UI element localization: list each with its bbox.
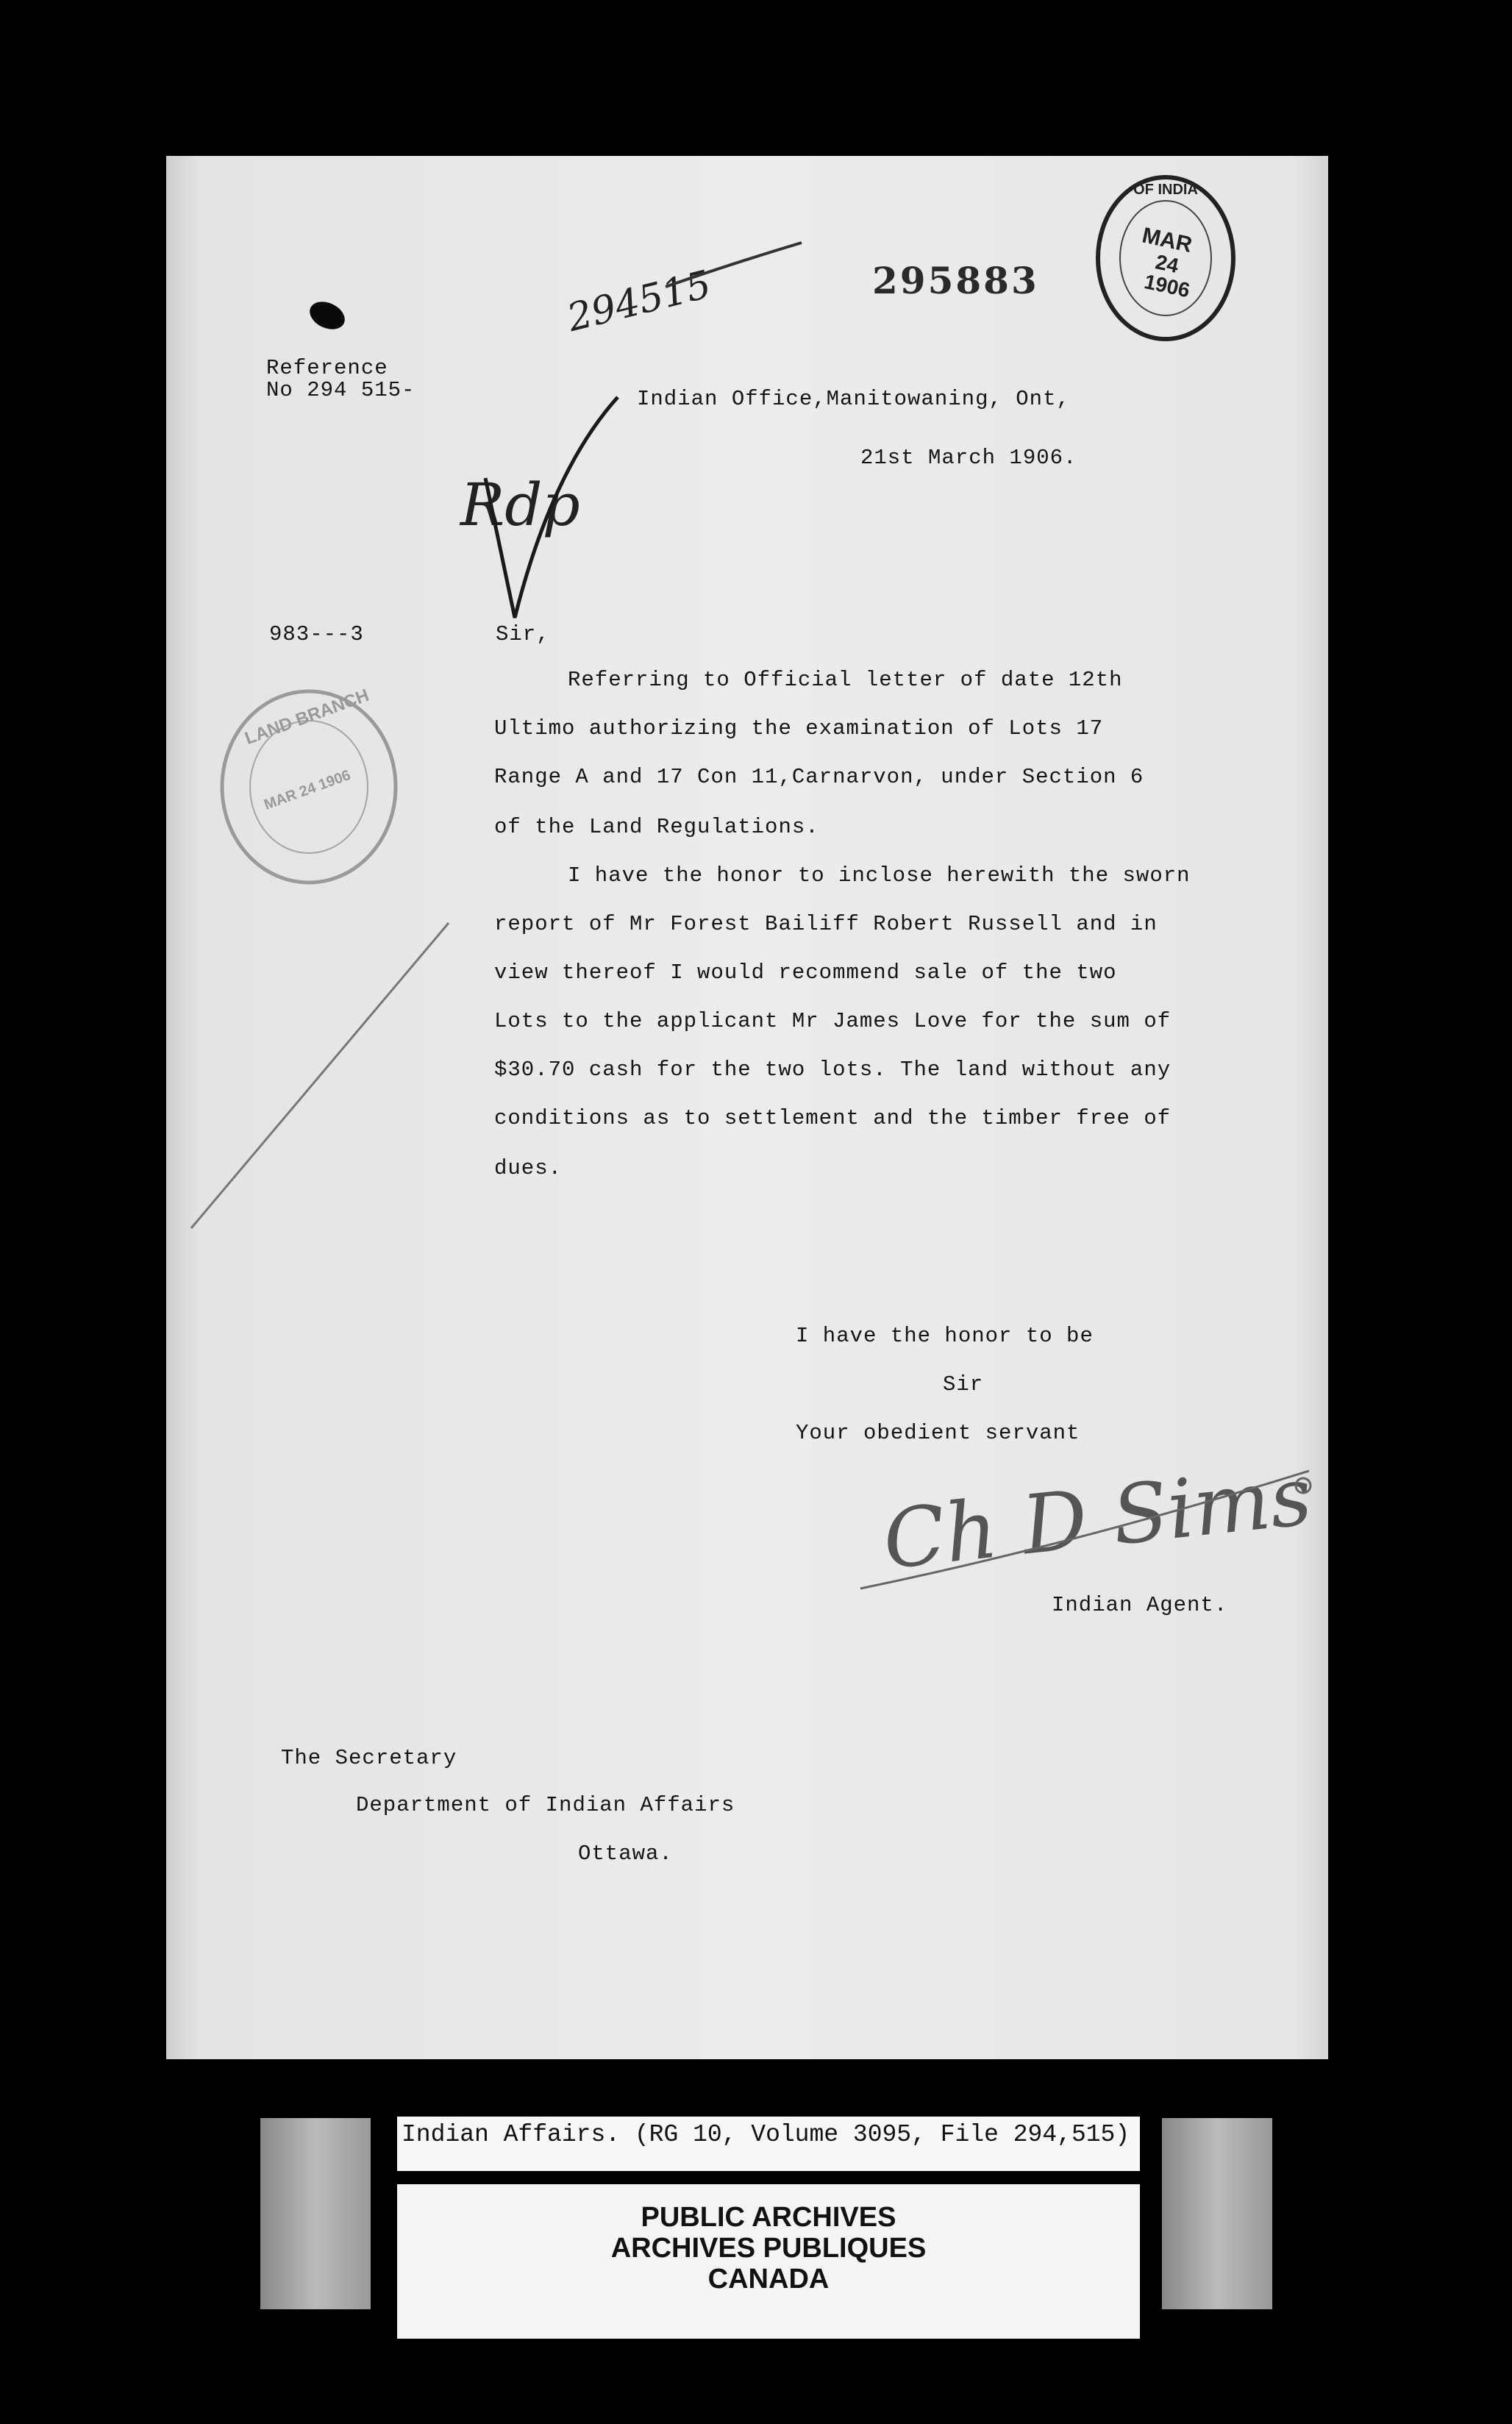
closing-line-3: Your obedient servant — [796, 1421, 1080, 1445]
archives-line-2: ARCHIVES PUBLIQUES — [610, 2233, 927, 2264]
archives-label — [397, 2184, 1140, 2339]
archive-citation: Indian Affairs. (RG 10, Volume 3095, File 294,515) — [402, 2121, 1130, 2148]
svg-text:MAR 24 1906: MAR 24 1906 — [262, 766, 353, 813]
signer-title: Indian Agent. — [1052, 1593, 1228, 1617]
date-line: 21st March 1906. — [860, 446, 1077, 470]
received-date-stamp — [1088, 166, 1243, 350]
body-line-9: $30.70 cash for the two lots. The land without any — [494, 1058, 1172, 1082]
addressee-line-3: Ottawa. — [578, 1842, 673, 1866]
closing-line-2: Sir — [943, 1372, 984, 1397]
office-line: Indian Office,Manitowaning, Ont, — [637, 387, 1070, 411]
body-line-8: Lots to the applicant Mr James Love for the sum of — [494, 1009, 1172, 1033]
body-line-6: report of Mr Forest Bailiff Robert Russell and in — [494, 912, 1158, 936]
svg-text:MAR: MAR — [1140, 223, 1194, 257]
svg-text:LAND BRANCH: LAND BRANCH — [242, 685, 372, 749]
svg-text:24: 24 — [1153, 250, 1181, 278]
archives-line-1: PUBLIC ARCHIVES — [641, 2202, 896, 2233]
handwritten-file-number: 294515 — [563, 262, 716, 341]
addressee-line-2: Department of Indian Affairs — [356, 1793, 735, 1817]
body-line-2: Ultimo authorizing the examination of Lots 17 — [494, 716, 1104, 741]
body-line-1: Referring to Official letter of date 12th — [568, 668, 1123, 692]
margin-pencil-line — [184, 919, 456, 1236]
body-line-3: Range A and 17 Con 11,Carnarvon, under Section 6 — [494, 765, 1144, 789]
pen-stroke — [662, 235, 809, 294]
signature: Ch D Sims — [878, 1448, 1316, 1588]
reference-number: No 294 515- — [266, 378, 416, 402]
svg-text:1906: 1906 — [1142, 270, 1192, 302]
body-line-4: of the Land Regulations. — [494, 815, 819, 839]
body-line-10: conditions as to settlement and the timber free of — [494, 1106, 1172, 1130]
closing-line-1: I have the honor to be — [796, 1324, 1094, 1348]
film-edge-right — [1162, 2118, 1272, 2309]
body-line-5: I have the honor to inclose herewith the sworn — [568, 863, 1191, 888]
check-mark — [471, 382, 632, 632]
body-line-11: dues. — [494, 1156, 563, 1180]
reference-label: Reference — [266, 356, 388, 380]
registry-number: 295883 — [872, 259, 1039, 302]
land-branch-stamp — [206, 677, 412, 897]
film-edge-left — [260, 2118, 371, 2309]
archives-line-3: CANADA — [707, 2264, 830, 2295]
svg-text:OF INDIA: OF INDIA — [1133, 182, 1198, 198]
addressee-line-1: The Secretary — [281, 1746, 457, 1770]
body-line-7: view thereof I would recommend sale of the two — [494, 960, 1117, 985]
signature-flourish — [853, 1456, 1324, 1603]
margin-number: 983---3 — [269, 622, 364, 646]
handwritten-initials: Rdp — [460, 471, 580, 539]
salutation: Sir, — [496, 622, 550, 646]
